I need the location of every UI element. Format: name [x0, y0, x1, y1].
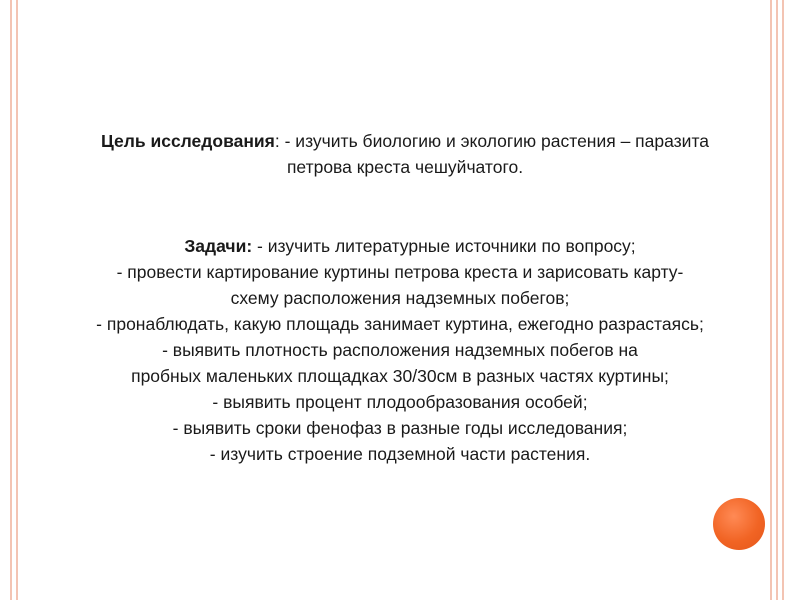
task-item-4a: - выявить плотность расположения надземных побегов на — [162, 340, 638, 360]
tasks-line-1 — [0, 233, 800, 259]
research-goal — [0, 128, 800, 180]
goal-text-1: : - изучить биологию и экологию растения – паразита — [274, 131, 709, 151]
goal-line-2: петрова креста чешуйчатого. — [286, 157, 524, 177]
tasks-label: Задачи: — [184, 236, 253, 256]
task-item-6: - выявить сроки фенофаз в разные годы исследования; — [172, 418, 628, 438]
task-item-2b: схему расположения надземных побегов; — [230, 288, 570, 308]
goal-label: Цель исследования — [100, 131, 275, 151]
goal-line-1 — [0, 128, 800, 154]
decorative-orange-circle — [713, 498, 765, 550]
task-item-4b: пробных маленьких площадках 30/30см в разных частях куртины; — [131, 366, 669, 386]
task-item-5: - выявить процент плодообразования особей; — [212, 392, 588, 412]
task-item-2a: - провести картирование куртины петрова креста и зарисовать карту- — [116, 262, 684, 282]
research-tasks — [0, 233, 800, 467]
task-item-3: - пронаблюдать, какую площадь занимает куртина, ежегодно разрастаясь; — [96, 314, 704, 334]
task-item-1: - изучить литературные источники по вопросу; — [252, 236, 636, 256]
task-item-7: - изучить строение подземной части растения. — [209, 444, 591, 464]
